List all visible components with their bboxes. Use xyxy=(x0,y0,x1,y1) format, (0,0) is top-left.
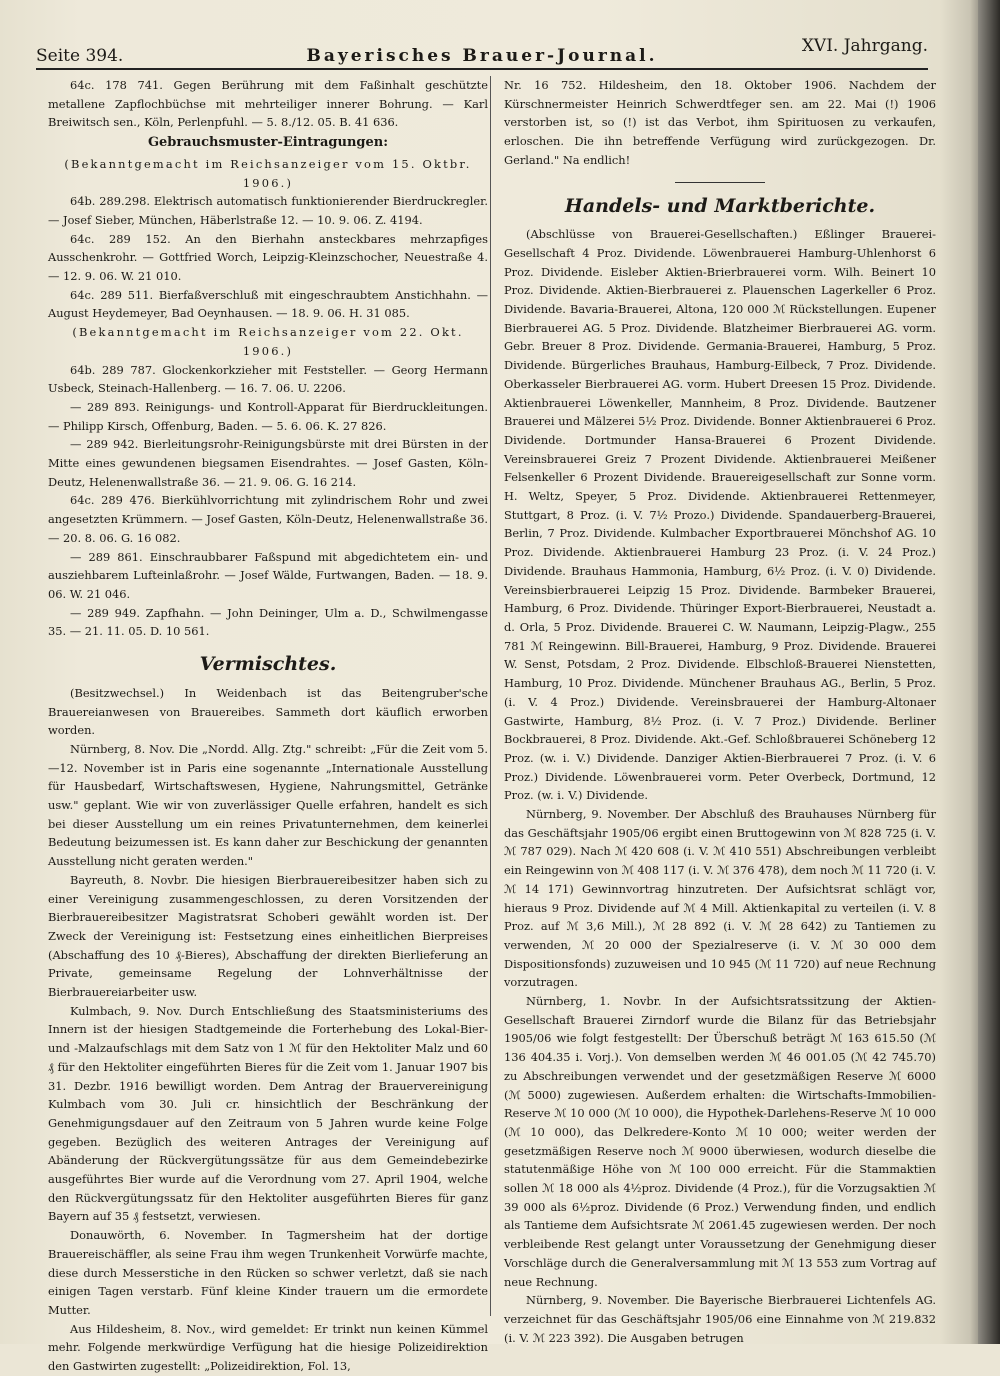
patent-entry: 64c. 178 741. Gegen Berührung mit dem Faßinhalt geschützte metallene Zapflochbüchse mit mehrteiliger innerer Bohrung. — Karl Breiwitsch sen., Köln, Perlenpfuhl. — 5. 8./12. 05. B. 41 636. xyxy=(48,78,488,130)
utility-model-entry: 64b. 289.298. Elektrisch automatisch funktionierender Bierdruckregler. — Josef Sieber, München, Häberlstraße 12. — 10. 9. 06. Z. 4194. xyxy=(48,194,488,227)
utility-model-entry: — 289 949. Zapfhahn. — John Deininger, Ulm a. D., Schwilmengasse 35. — 21. 11. 05. D. 10 561. xyxy=(48,605,488,639)
utility-model-entry: 64c. 289 152. An den Bierhahn ansteckbares mehrzapfiges Ausschenkrohr. — Gottfried Worch, Leipzig-Kleinzschocher, Neuestraße 4. — 12. 9. 06. W. 21 010. xyxy=(48,231,488,284)
utility-model-entry: — 289 942. Bierleitungsrohr-Reinigungsbürste mit drei Bürsten in der Mitte eines gewundenen biegsamen Eisendrahtes. — Josef Gasten, Köln-Deutz, Helenenwallstraße 36. — 21. 9. 06. G. 16 214. xyxy=(48,437,488,489)
scan-edge-shadow xyxy=(978,0,1000,1344)
utility-model-entry: 64c. 289 476. Bierkühlvorrichtung mit zylindrischem Rohr und zwei angesetzten Krümmern. — Josef Gasten, Köln-Deutz, Helenenwallstraße 36. — 20. 8. 06. G. 16 082. xyxy=(48,493,488,545)
news-item: Kulmbach, 9. Nov. Durch Entschließung des Staatsministeriums des Innern ist der hiesigen Stadtgemeinde die Forterhebung des Lokal-Bier- und -Malzaufschlags mit dem Satz von 1 ℳ für den Hektoliter Malz und 60 ₰ für den Hektoliter eingeführten Bieres für die Zeit vom 1. Januar 1907 bis 31. Dezbr. 1916 bewilligt worden. Dem Antrag der Brauervereinigung Kulmbach vom 30. Juli cr. hinsichtlich der Beschränkung der Genehmigungsdauer auf den Zeitraum von 5 Jahren wurde keine Folge gegeben. Bezüglich des weiteren Antrages der Vereinigung auf Abänderung der Rückvergütungssätze für aus dem Gemeindebezirke ausgeführtes Bier wurde auf die Verordnung vom 27. April 1904, welche den Rückvergütungssatz für den Hektoliter ausgeführten Bieres für ganz Bayern auf 35 ₰ festsetzt, verwiesen. xyxy=(48,1003,488,1224)
announcement-line: (Bekanntgemacht im Reichsanzeiger vom 22. Okt. 1906.) xyxy=(72,325,464,358)
page-number: Seite 394. xyxy=(36,46,124,66)
market-report: Nürnberg, 1. Novbr. In der Aufsichtsratssitzung der Aktien-Gesellschaft Brauerei Zirndorf wurde die Bilanz für das Betriebsjahr 1905/06 wie folgt festgestellt: Der Überschuß beträgt ℳ 163 615.50 (ℳ 136 404.35 i. Vorj.). Von demselben werden ℳ 46 001.05 (ℳ 42 745.70) zu Abschreibungen verwendet und der gesetzmäßigen Reserve ℳ 6000 (ℳ 5000) zugewiesen. Außerdem erhalten: die Wirtschafts-Immobilien-Reserve ℳ 10 000 (ℳ 10 000), die Hypothek-Darlehens-Reserve ℳ 10 000 (ℳ 10 000), das Delkredere-Konto ℳ 10 000; weiter werden der gesetzmäßigen Reserve noch ℳ 9000 überwiesen, wodurch dieselbe die statutenmäßige Höhe von ℳ 100 000 erreicht. Für die Stammaktien sollen ℳ 18 000 als 4½proz. Dividende (4 Proz.), für die Vorzugsaktien ℳ 39 000 als 6½proz. Dividende (6 Proz.) Verwendung finden, und endlich als Tantieme dem Aufsichtsrate ℳ 2061.45 zugewiesen werden. Der noch verbleibende Rest gelangt unter Voraussetzung der Genehmigung dieser Vorschläge durch die Generalversammlung mit ℳ 13 553 zum Vortrag auf neue Rechnung. xyxy=(504,994,936,1289)
journal-title: Bayerisches Brauer-Journal. xyxy=(306,46,658,66)
continued-text: Nr. 16 752. Hildesheim, den 18. Oktober 1906. Nachdem der Kürschnermeister Heinrich Schwerdtfeger sen. am 22. Mai (!) 1906 verstorben ist, so (!) ist das Verbot, ihm Spirituosen zu verkaufen, erloschen. Die ihn betreffende Verfügung wird zurückgezogen. Dr. Gerland." Na endlich! xyxy=(504,78,936,167)
handels-heading: Handels- und Marktberichte. xyxy=(564,194,876,217)
news-item: Donauwörth, 6. November. In Tagmersheim hat der dortige Brauereischäffler, als seine Frau ihm wegen Trunkenheit Vorwürfe machte, diese durch Messerstiche in den Rücken so schwer verletzt, daß sie nach einigen Tagen verstarb. Fünf kleine Kinder trauern um die ermordete Mutter. xyxy=(48,1228,488,1317)
column-divider xyxy=(490,76,491,1316)
utility-model-entry: — 289 861. Einschraubbarer Faßspund mit abgedichtetem ein- und ausziehbarem Lufteinlaßrohr. — Josef Wälde, Furtwangen, Baden. — 18. 9. 06. W. 21 046. xyxy=(48,549,488,601)
news-item: Aus Hildesheim, 8. Nov., wird gemeldet: Er trinkt nun keinen Kümmel mehr. Folgende merkwürdige Verfügung hat die hiesige Polizeidirektion den Gastwirten zugestellt: „Polizeidirektion, Fol. 13, xyxy=(48,1321,488,1374)
announcement-line: (Bekanntgemacht im Reichsanzeiger vom 15. Oktbr. 1906.) xyxy=(64,156,472,190)
market-report: Nürnberg, 9. November. Der Abschluß des Brauhauses Nürnberg für das Geschäftsjahr 1905/06 ergibt einen Bruttogewinn von ℳ 828 725 (i. V. ℳ 787 029). Nach ℳ 420 608 (i. V. ℳ 410 551) Abschreibungen verbleibt ein Reingewinn von ℳ 408 117 (i. V. ℳ 376 478), dem noch ℳ 11 720 (i. V. ℳ 14 171) Gewinnvortrag hinzutreten. Der Aufsichtsrat schlägt vor, hieraus 9 Proz. Dividende auf ℳ 4 Mill. Aktienkapital zu verteilen (i. V. 8 Proz. auf ℳ 3,6 Mill.), ℳ 28 892 (i. V. ℳ 28 642) zu Tantiemen zu verwenden, ℳ 20 000 der Spezialreserve (i. V. ℳ 30 000 dem Dispositionsfonds) zuzuweisen und 10 945 (ℳ 11 720) auf neue Rechnung vorzutragen. xyxy=(504,807,936,990)
right-column xyxy=(504,76,936,1347)
market-report: (Abschlüsse von Brauerei-Gesellschaften.) Eßlinger Brauerei-Gesellschaft 4 Proz. Dividende. Löwenbrauerei Hamburg-Uhlenhorst 6 Proz. Dividende. Eisleber Aktien-Brierbrauerei vorm. Wilh. Beinert 10 Proz. Dividende. Aktien-Bierbrauerei z. Plauenschen Lagerkeller 6 Proz. Dividende. Bavaria-Brauerei, Altona, 120 000 ℳ Rückstellungen. Eupener Bierbrauerei AG. 5 Proz. Dividende. Blatzheimer Bierbrauerei AG. vorm. Gebr. Breuer 8 Proz. Dividende. Germania-Brauerei, Hamburg, 5 Proz. Dividende. Bürgerliches Brauhaus, Hamburg-Eilbeck, 7 Proz. Dividende. Oberkasseler Bierbrauerei AG. vorm. Hubert Dreesen 15 Proz. Dividende. Aktienbrauerei Löwenkeller, Mannheim, 8 Proz. Dividende. Bautzener Brauerei und Mälzerei 5½ Proz. Dividende. Bonner Aktienbrauerei 6 Proz. Dividende. Dortmunder Hansa-Brauerei 6 Prozent Dividende. Vereinsbrauerei Greiz 7 Prozent Dividende. Aktienbrauerei Meißener Felsenkeller 6 Prozent Dividende. Brauereigesellschaft zur Sonne vorm. H. Weltz, Speyer, 5 Proz. Dividende. Aktienbrauerei Rettenmeyer, Stuttgart, 8 Proz. (i. V. 7½ Prozo.) Dividende. Spandauerberg-Brauerei, Berlin, 7 Proz. Dividende. Kulmbacher Exportbrauerei Mönchshof AG. 10 Proz. Dividende. Aktienbrauerei Hamburg 23 Proz. (i. V. 24 Proz.) Dividende. Brauhaus Hammonia, Hamburg, 6½ Proz. (i. V. 0) Dividende. Vereinsbierbrauerei Leipzig 15 Proz. Dividende. Barmbeker Brauerei, Hamburg, 6 Proz. Dividende. Thüringer Export-Bierbrauerei, Neustadt a. d. Orla, 5 Proz. Dividende. Brauerei C. W. Naumann, Leipzig-Plagw., 255 781 ℳ Reingewinn. Bill-Brauerei, Hamburg, 9 Proz. Dividende. Brauerei W. Senst, Potsdam, 2 Proz. Dividende. Elbschloß-Brauerei Nienstetten, Hamburg, 10 Proz. Dividende. Münchener Brauhaus AG., Berlin, 5 Proz. (i. V. 4 Proz.) Dividende. Vereinsbrauerei der Hamburg-Altonaer Gastwirte, Hamburg, 8½ Proz. (i. V. 7 Proz.) Dividende. Berliner Bockbrauerei, 8 Proz. Dividende. Akt.-Gef. Schloßbrauerei Schöneberg 12 Proz. (w. i. V.) Dividende. Danziger Aktien-Bierbrauerei 7 Proz. (i. V. 6 Proz.) Dividende. Löwenbrauerei vorm. Peter Overbeck, Dortmund, 12 Proz. (w. i. V.) Dividende. xyxy=(504,227,936,803)
vermischtes-heading: Vermischtes. xyxy=(199,653,337,676)
header-rule xyxy=(36,68,928,70)
news-item: (Besitzwechsel.) In Weidenbach ist das Beitengruber'sche Brauereianwesen von Brauereibes. Sammeth dort käuflich erworben worden. xyxy=(48,685,488,738)
section-divider xyxy=(675,182,765,183)
news-item: Nürnberg, 8. Nov. Die „Nordd. Allg. Ztg." schreibt: „Für die Zeit vom 5.—12. November ist in Paris eine sogenannte „Internationale Ausstellung für Hausbedarf, Wirtschaftswesen, Hygiene, Nahrungsmittel, Getränke usw." geplant. Wie wir von zuverlässiger Quelle erfahren, handelt es sich bei dieser Ausstellung um ein reines Privatunternehmen, dem keinerlei Bedeutung beizumessen ist. Es kann daher zur Beschickung der genannten Ausstellung nicht geraten werden." xyxy=(48,741,488,869)
left-column xyxy=(48,76,488,1376)
page-header xyxy=(36,34,928,68)
utility-model-entry: 64b. 289 787. Glockenkorkzieher mit Feststeller. — Georg Hermann Usbeck, Steinach-Hallenberg. — 16. 7. 06. U. 2206. xyxy=(48,362,488,396)
gebrauchsmuster-heading: Gebrauchsmuster-Eintragungen: xyxy=(147,135,389,151)
volume-label: XVI. Jahrgang. xyxy=(801,36,928,56)
utility-model-entry: — 289 893. Reinigungs- und Kontroll-Apparat für Bierdruckleitungen. — Philipp Kirsch, Offenburg, Baden. — 5. 6. 06. K. 27 826. xyxy=(48,399,488,433)
market-report: Nürnberg, 9. November. Die Bayerische Bierbrauerei Lichtenfels AG. verzeichnet für das Geschäftsjahr 1905/06 eine Einnahme von ℳ 219.832 (i. V. ℳ 223 392). Die Ausgaben betrugen xyxy=(504,1293,936,1345)
utility-model-entry: 64c. 289 511. Bierfaßverschluß mit eingeschraubtem Anstichhahn. — August Heydemeyer, Bad Oeynhausen. — 18. 9. 06. H. 31 085. xyxy=(48,287,488,321)
news-item: Bayreuth, 8. Novbr. Die hiesigen Bierbrauereibesitzer haben sich zu einer Vereinigung zusammengeschlossen, zu deren Vorsitzenden der Bierbrauereibesitzer Magistratsrat Schoberi gewählt worden ist. Der Zweck der Vereinigung ist: Festsetzung eines einheitlichen Bierpreises (Abschaffung des 10 ₰-Bieres), Abschaffung der direkten Bierlieferung an Private, gemeinsame Regelung der Lohnverhältnisse der Bierbrauereiarbeiter usw. xyxy=(48,872,488,1000)
